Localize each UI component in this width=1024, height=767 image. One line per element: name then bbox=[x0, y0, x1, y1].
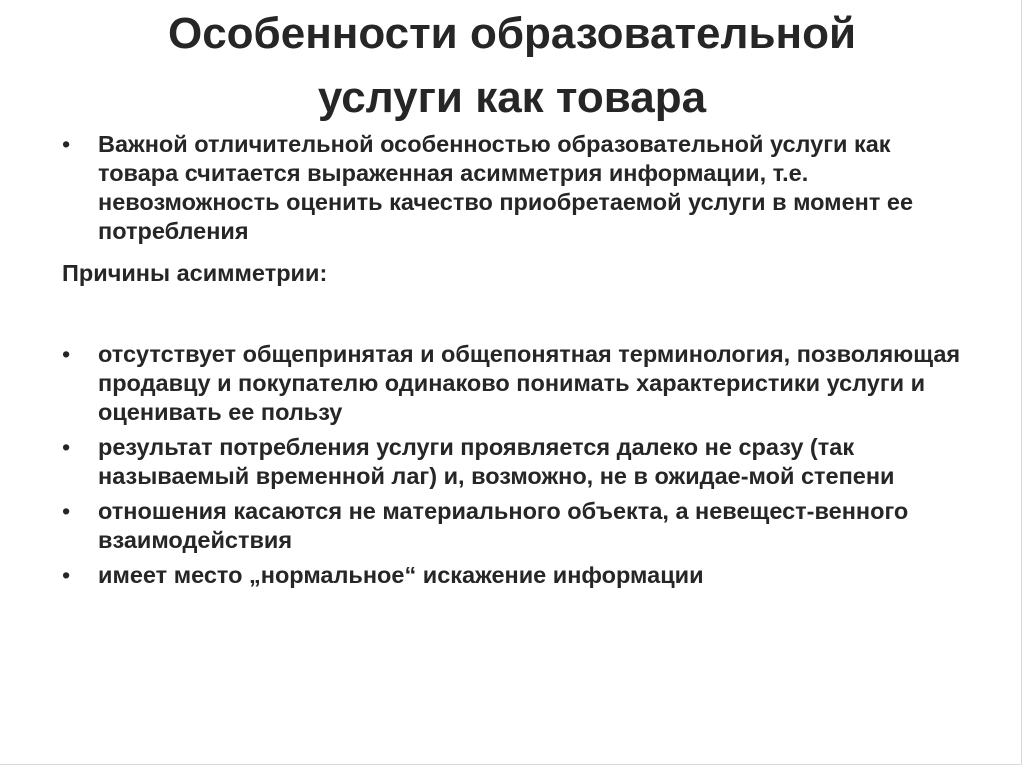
slide-title-line-2: услуги как товара bbox=[317, 73, 707, 122]
bullet-icon: • bbox=[62, 498, 71, 524]
bullet-icon: • bbox=[62, 434, 71, 460]
reason-item-2 bbox=[62, 433, 972, 491]
intro-bullet-text: Важной отличительной особенностью образовательной услуги как товара считается выраженная асимметрия информации, т.е. невозможность оценить качество приобретаемой услуги в момент ее потребления bbox=[98, 131, 914, 244]
reason-text: имеет место „нормальное“ искажение информации bbox=[98, 562, 704, 588]
reason-text: отсутствует общепринятая и общепонятная терминология, позволяющая продавцу и покупателю одинаково понимать характеристики услуги и оценивать ее пользу bbox=[98, 341, 961, 425]
reason-item-1 bbox=[62, 340, 972, 427]
slide-title-line-1: Особенности образовательной bbox=[167, 9, 856, 58]
intro-bullet bbox=[62, 130, 972, 246]
bullet-icon: • bbox=[62, 341, 71, 367]
reason-item-3 bbox=[62, 497, 972, 555]
reason-text: результат потребления услуги проявляется далеко не сразу (так называемый временной лаг) и, возможно, не в ожидае-мой степени bbox=[98, 434, 895, 489]
slide-body bbox=[62, 130, 972, 596]
bullet-icon: • bbox=[62, 562, 71, 588]
reasons-caption: Причины асимметрии: bbox=[62, 260, 328, 286]
reason-text: отношения касаются не материального объекта, а невещест-венного взаимодействия bbox=[98, 498, 909, 553]
reason-item-4 bbox=[62, 561, 972, 590]
slide-title bbox=[40, 2, 984, 130]
bullet-icon: • bbox=[62, 131, 71, 157]
